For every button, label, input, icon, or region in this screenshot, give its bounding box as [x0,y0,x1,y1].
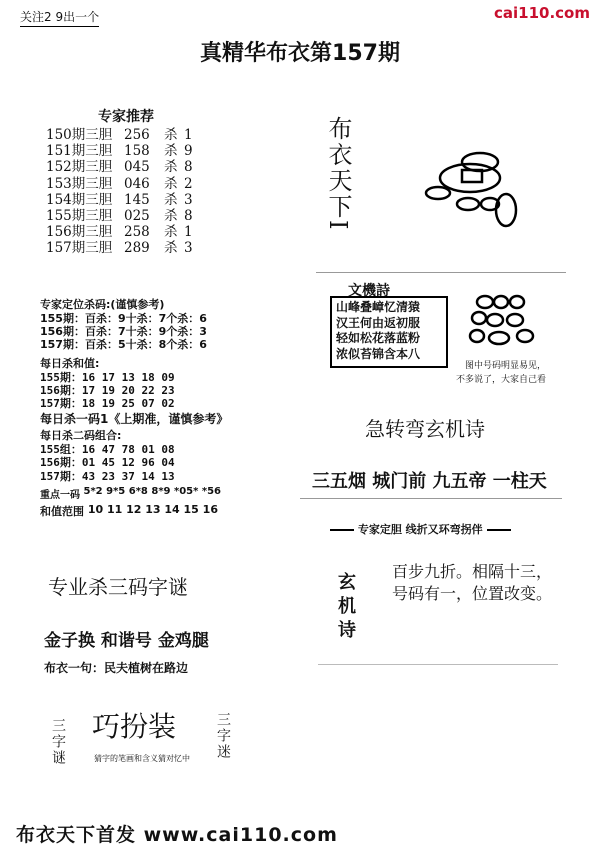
kill-pos-list [40,312,270,352]
poem-box-line: 轻如松花落蓝粉 [336,331,421,346]
picture-note-line: 图中号码明显易见， [465,361,547,371]
xuanji-title: 急转弯玄机诗 [365,417,485,441]
expert-kill-label: 杀 [164,191,178,208]
expert-kill-label: 杀 [164,207,178,224]
daily-two-title: 每日杀二码组合: [40,429,122,443]
daily-two-list [40,443,270,483]
expert-kill: 1 [184,224,193,241]
expert-row [46,143,226,159]
expert-period: 154期三胆 [46,191,113,208]
bottom-poem [392,561,552,604]
expert-kill-label: 杀 [164,240,178,257]
page-title: 真精华布衣第157期 [200,41,400,66]
expert-period: 150期三胆 [46,127,113,143]
dash-left [330,529,354,531]
expert-row [46,192,226,208]
kill-pos-row: 156期：百杀：7十杀：9个杀：3 [40,325,207,339]
expert-kill: 8 [184,207,193,224]
number-coins-image [465,292,545,350]
top-note: 关注2 9出一个 [20,8,99,27]
riddle-phrases: 金子换 和谐号 金鸡腿 [44,631,209,651]
expert-row [46,127,226,143]
expert-row [46,224,226,240]
expert-nums: 256 [124,127,150,143]
poem-box-line: 浓似苔锦含本八 [336,346,421,361]
expert-locate-row [330,521,511,537]
daily-two-row: 157期：43 23 37 14 13 [40,469,175,483]
expert-kill: 3 [184,191,193,208]
expert-title: 专家推荐 [98,109,154,125]
picture-note-line: 不多说了，大家自己看 [456,374,547,385]
daily-sum-title: 每日杀和值: [40,356,100,370]
xuanji-line: 三五烟 城门前 九五帝 一柱天 [312,471,547,492]
sum-range-row [40,503,270,519]
daily-sum-row: 157期：18 19 25 07 02 [40,396,175,410]
buyi-line: 布衣一句：民夫植树在路边 [44,661,189,675]
picture-note [456,360,546,387]
expert-period: 151期三胆 [46,143,113,160]
daily-sum-list [40,371,270,411]
daily-sum-row: 155期：16 17 13 18 09 [40,370,175,384]
expert-nums: 145 [124,191,150,208]
daily-one-title: 每日杀一码1《上期准，谨慎参考》 [40,412,229,427]
expert-period: 152期三胆 [46,159,113,176]
poem-box-line: 山峰叠嶂忆清猿 [336,300,421,314]
expert-kill: 1 [184,127,193,143]
expert-nums: 045 [124,159,150,176]
key-points-row [40,486,270,501]
expert-kill-label: 杀 [164,224,178,241]
expert-nums: 258 [124,224,150,241]
riddle-side-right: 三字迷 [215,712,231,760]
key-points-label: 重点一码 [40,489,80,501]
number-scribble-image [418,138,538,234]
kill-pos-row: 155期：百杀：9十杀：7个杀：6 [40,312,207,325]
expert-kill: 9 [184,143,193,160]
expert-kill: 3 [184,240,193,257]
poem-box-title: 文機詩 [348,283,390,299]
expert-nums: 289 [124,240,150,257]
poem-box-rule [316,272,566,273]
daily-two-row: 156期：01 45 12 96 04 [40,456,175,470]
expert-kill-label: 杀 [164,175,178,192]
expert-nums: 046 [124,175,150,192]
sum-range-label: 和值范围 [40,504,84,518]
expert-nums: 158 [124,143,150,160]
daily-sum-row: 156期：17 19 20 22 23 [40,383,175,397]
bottom-poem-rule [318,664,558,665]
riddle-title: 专业杀三码字谜 [48,575,188,599]
expert-kill-label: 杀 [164,159,178,176]
expert-locate-text: 专家定胆 线折又环弯拐伴 [357,523,483,536]
bottom-poem-line: 号码有一，位置改变。 [392,583,553,603]
expert-period: 156期三胆 [46,224,113,241]
expert-kill: 8 [184,159,193,176]
expert-nums: 025 [124,207,150,224]
site-link[interactable]: cai110.com [494,4,590,22]
footer-text: 布衣天下首发 www.cai110.com [16,824,338,846]
key-points-value: 5*2 9*5 6*8 8*9 *05* *56 [83,485,221,497]
expert-row [46,159,226,175]
expert-row [46,240,226,256]
expert-row [46,208,226,224]
riddle-center: 巧扮装 [92,710,177,743]
poem-box-line: 汉王何由返初服 [336,315,421,330]
bottom-poem-vertical: 玄机诗 [335,572,356,644]
kill-pos-title: 专家定位杀码:(谨慎参考) [40,298,165,311]
expert-period: 155期三胆 [46,207,113,224]
expert-period: 157期三胆 [46,240,113,257]
poem-box [330,296,448,368]
right-vertical-title: 布衣天下I [324,116,352,232]
kill-pos-row: 157期：百杀：5十杀：8个杀：6 [40,338,207,352]
expert-period: 153期三胆 [46,175,113,192]
dash-right [487,529,511,531]
riddle-side-left: 三字谜 [50,718,66,766]
daily-two-row: 155组：16 47 78 01 08 [40,443,175,457]
expert-kill: 2 [184,175,193,192]
expert-list [46,127,226,257]
expert-kill-label: 杀 [164,127,178,143]
bottom-poem-line: 百步九折。相隔十三， [392,562,553,581]
sum-range-value: 10 11 12 13 14 15 16 [87,502,218,516]
xuanji-rule [300,498,562,499]
expert-kill-label: 杀 [164,143,178,160]
expert-row [46,176,226,192]
riddle-note: 猜字的笔画和含义猜对忆中 [94,754,190,763]
